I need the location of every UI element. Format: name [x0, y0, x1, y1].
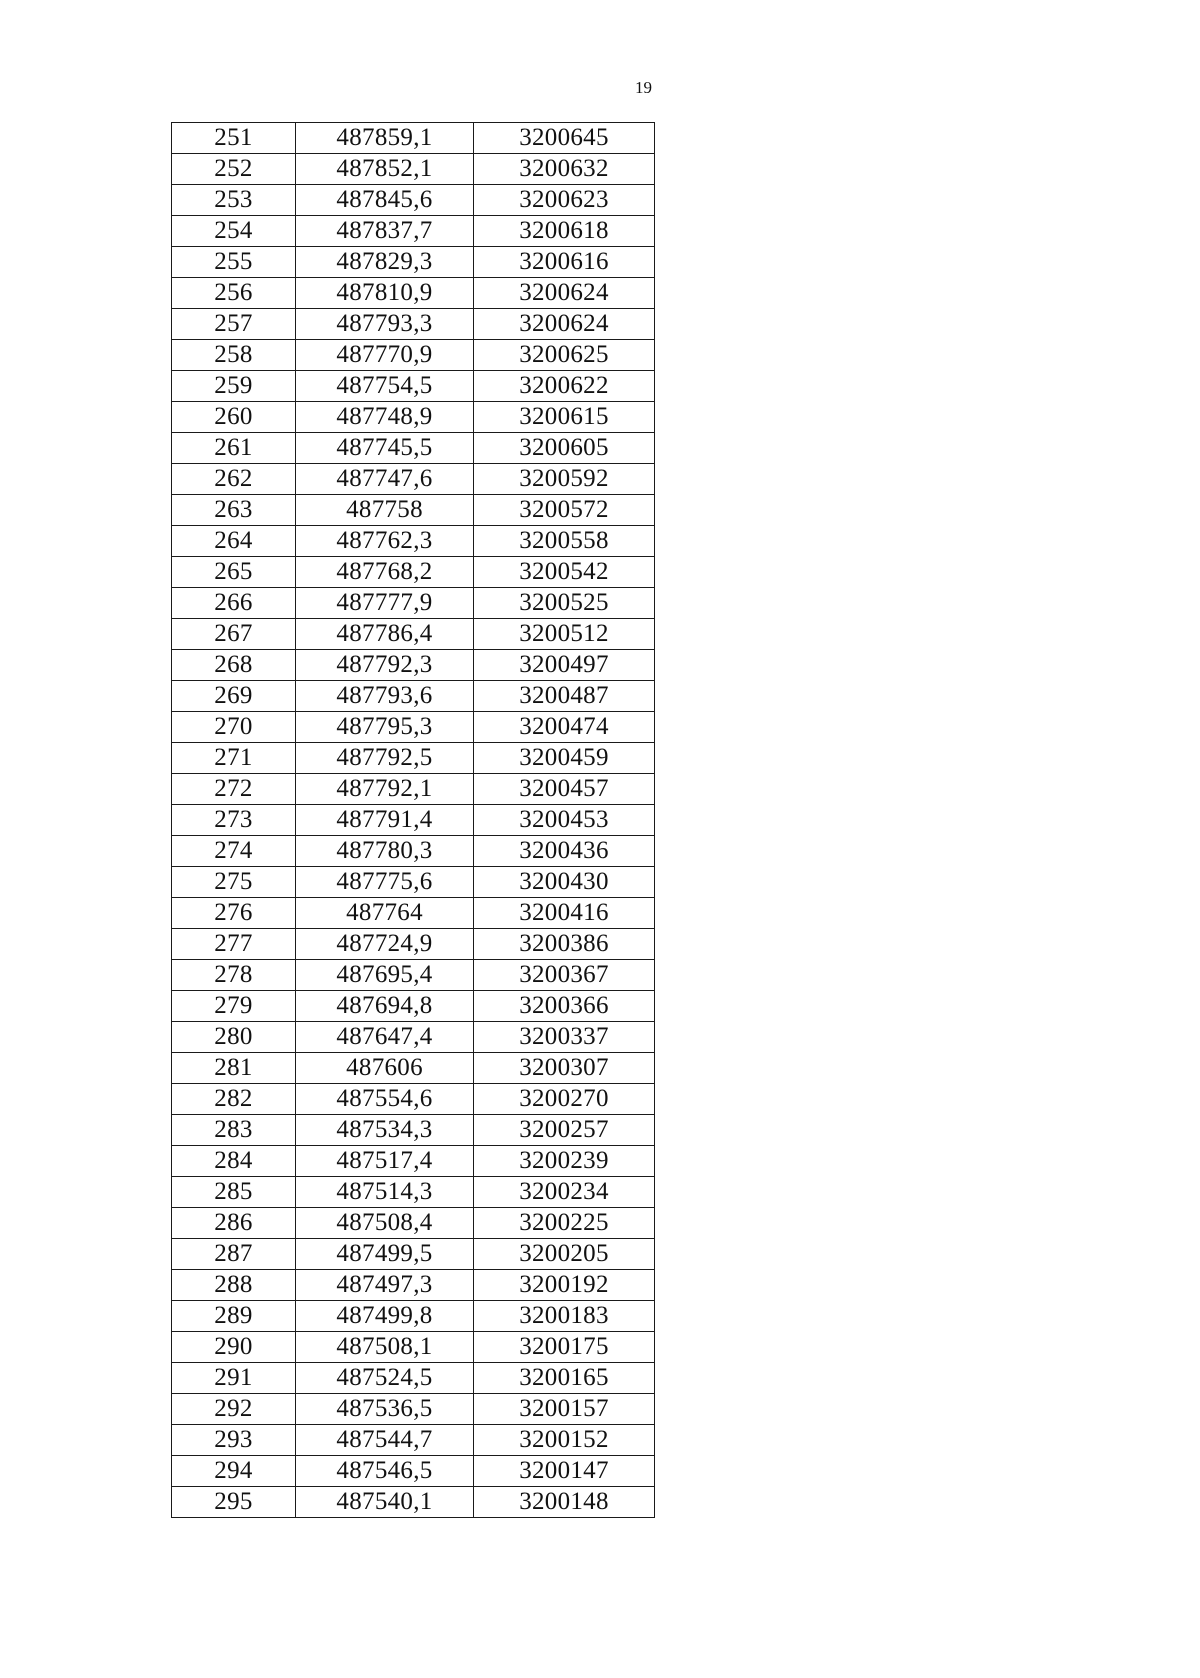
- table-row: [172, 371, 655, 402]
- table-row: [172, 1363, 655, 1394]
- x-coordinate-cell: 487845,6: [296, 185, 474, 216]
- point-number-cell: 258: [172, 340, 296, 371]
- x-coordinate-cell: 487745,5: [296, 433, 474, 464]
- y-coordinate-cell: 3200572: [474, 495, 655, 526]
- point-number-cell: 292: [172, 1394, 296, 1425]
- x-coordinate-cell: 487852,1: [296, 154, 474, 185]
- y-coordinate-cell: 3200234: [474, 1177, 655, 1208]
- table-row: [172, 929, 655, 960]
- table-row: [172, 805, 655, 836]
- x-coordinate-cell: 487793,6: [296, 681, 474, 712]
- point-number-cell: 280: [172, 1022, 296, 1053]
- x-coordinate-cell: 487546,5: [296, 1456, 474, 1487]
- table-row: [172, 619, 655, 650]
- point-number-cell: 265: [172, 557, 296, 588]
- point-number-cell: 261: [172, 433, 296, 464]
- y-coordinate-cell: 3200366: [474, 991, 655, 1022]
- y-coordinate-cell: 3200337: [474, 1022, 655, 1053]
- y-coordinate-cell: 3200430: [474, 867, 655, 898]
- table-row: [172, 340, 655, 371]
- point-number-cell: 276: [172, 898, 296, 929]
- point-number-cell: 275: [172, 867, 296, 898]
- table-row: [172, 1177, 655, 1208]
- x-coordinate-cell: 487517,4: [296, 1146, 474, 1177]
- table-row: [172, 1022, 655, 1053]
- y-coordinate-cell: 3200239: [474, 1146, 655, 1177]
- x-coordinate-cell: 487748,9: [296, 402, 474, 433]
- x-coordinate-cell: 487795,3: [296, 712, 474, 743]
- table-row: [172, 1270, 655, 1301]
- table-row: [172, 1146, 655, 1177]
- y-coordinate-cell: 3200175: [474, 1332, 655, 1363]
- point-number-cell: 294: [172, 1456, 296, 1487]
- point-number-cell: 281: [172, 1053, 296, 1084]
- x-coordinate-cell: 487791,4: [296, 805, 474, 836]
- table-row: [172, 154, 655, 185]
- y-coordinate-cell: 3200542: [474, 557, 655, 588]
- table-row: [172, 1208, 655, 1239]
- point-number-cell: 260: [172, 402, 296, 433]
- page-number: 19: [635, 78, 652, 97]
- point-number-cell: 287: [172, 1239, 296, 1270]
- y-coordinate-cell: 3200618: [474, 216, 655, 247]
- y-coordinate-cell: 3200616: [474, 247, 655, 278]
- y-coordinate-cell: 3200625: [474, 340, 655, 371]
- point-number-cell: 268: [172, 650, 296, 681]
- table-row: [172, 1487, 655, 1518]
- x-coordinate-cell: 487695,4: [296, 960, 474, 991]
- y-coordinate-cell: 3200558: [474, 526, 655, 557]
- x-coordinate-cell: 487780,3: [296, 836, 474, 867]
- point-number-cell: 282: [172, 1084, 296, 1115]
- x-coordinate-cell: 487508,1: [296, 1332, 474, 1363]
- table-row: [172, 433, 655, 464]
- table-row: [172, 712, 655, 743]
- table-row: [172, 681, 655, 712]
- x-coordinate-cell: 487540,1: [296, 1487, 474, 1518]
- point-number-cell: 272: [172, 774, 296, 805]
- table-row: [172, 836, 655, 867]
- point-number-cell: 283: [172, 1115, 296, 1146]
- x-coordinate-cell: 487775,6: [296, 867, 474, 898]
- table-row: [172, 1332, 655, 1363]
- table-row: [172, 650, 655, 681]
- table-row: [172, 247, 655, 278]
- point-number-cell: 285: [172, 1177, 296, 1208]
- table-row: [172, 216, 655, 247]
- y-coordinate-cell: 3200605: [474, 433, 655, 464]
- y-coordinate-cell: 3200148: [474, 1487, 655, 1518]
- y-coordinate-cell: 3200307: [474, 1053, 655, 1084]
- x-coordinate-cell: 487554,6: [296, 1084, 474, 1115]
- x-coordinate-cell: 487792,3: [296, 650, 474, 681]
- x-coordinate-cell: 487762,3: [296, 526, 474, 557]
- x-coordinate-cell: 487810,9: [296, 278, 474, 309]
- point-number-cell: 255: [172, 247, 296, 278]
- point-number-cell: 278: [172, 960, 296, 991]
- table-row: [172, 588, 655, 619]
- point-number-cell: 279: [172, 991, 296, 1022]
- y-coordinate-cell: 3200525: [474, 588, 655, 619]
- x-coordinate-cell: 487647,4: [296, 1022, 474, 1053]
- y-coordinate-cell: 3200457: [474, 774, 655, 805]
- y-coordinate-cell: 3200624: [474, 309, 655, 340]
- x-coordinate-cell: 487859,1: [296, 123, 474, 154]
- y-coordinate-cell: 3200205: [474, 1239, 655, 1270]
- table-row: [172, 898, 655, 929]
- point-number-cell: 267: [172, 619, 296, 650]
- point-number-cell: 254: [172, 216, 296, 247]
- y-coordinate-cell: 3200225: [474, 1208, 655, 1239]
- y-coordinate-cell: 3200152: [474, 1425, 655, 1456]
- table-row: [172, 278, 655, 309]
- table-row: [172, 495, 655, 526]
- y-coordinate-cell: 3200192: [474, 1270, 655, 1301]
- x-coordinate-cell: 487524,5: [296, 1363, 474, 1394]
- x-coordinate-cell: 487694,8: [296, 991, 474, 1022]
- point-number-cell: 252: [172, 154, 296, 185]
- point-number-cell: 273: [172, 805, 296, 836]
- point-number-cell: 291: [172, 1363, 296, 1394]
- y-coordinate-cell: 3200622: [474, 371, 655, 402]
- y-coordinate-cell: 3200474: [474, 712, 655, 743]
- point-number-cell: 286: [172, 1208, 296, 1239]
- y-coordinate-cell: 3200416: [474, 898, 655, 929]
- x-coordinate-cell: 487497,3: [296, 1270, 474, 1301]
- x-coordinate-cell: 487724,9: [296, 929, 474, 960]
- point-number-cell: 293: [172, 1425, 296, 1456]
- point-number-cell: 263: [172, 495, 296, 526]
- y-coordinate-cell: 3200487: [474, 681, 655, 712]
- x-coordinate-cell: 487792,1: [296, 774, 474, 805]
- point-number-cell: 253: [172, 185, 296, 216]
- x-coordinate-cell: 487754,5: [296, 371, 474, 402]
- x-coordinate-cell: 487786,4: [296, 619, 474, 650]
- x-coordinate-cell: 487793,3: [296, 309, 474, 340]
- y-coordinate-cell: 3200512: [474, 619, 655, 650]
- table-row: [172, 185, 655, 216]
- point-number-cell: 289: [172, 1301, 296, 1332]
- point-number-cell: 270: [172, 712, 296, 743]
- y-coordinate-cell: 3200592: [474, 464, 655, 495]
- table-row: [172, 464, 655, 495]
- y-coordinate-cell: 3200632: [474, 154, 655, 185]
- table-row: [172, 867, 655, 898]
- point-number-cell: 264: [172, 526, 296, 557]
- x-coordinate-cell: 487764: [296, 898, 474, 929]
- point-number-cell: 251: [172, 123, 296, 154]
- table-row: [172, 1301, 655, 1332]
- x-coordinate-cell: 487499,8: [296, 1301, 474, 1332]
- x-coordinate-cell: 487747,6: [296, 464, 474, 495]
- table-row: [172, 402, 655, 433]
- x-coordinate-cell: 487777,9: [296, 588, 474, 619]
- y-coordinate-cell: 3200453: [474, 805, 655, 836]
- table-row: [172, 1115, 655, 1146]
- y-coordinate-cell: 3200623: [474, 185, 655, 216]
- point-number-cell: 262: [172, 464, 296, 495]
- table-row: [172, 526, 655, 557]
- point-number-cell: 266: [172, 588, 296, 619]
- y-coordinate-cell: 3200645: [474, 123, 655, 154]
- table-row: [172, 1239, 655, 1270]
- x-coordinate-cell: 487829,3: [296, 247, 474, 278]
- y-coordinate-cell: 3200165: [474, 1363, 655, 1394]
- y-coordinate-cell: 3200257: [474, 1115, 655, 1146]
- y-coordinate-cell: 3200615: [474, 402, 655, 433]
- x-coordinate-cell: 487770,9: [296, 340, 474, 371]
- table-row: [172, 1456, 655, 1487]
- y-coordinate-cell: 3200459: [474, 743, 655, 774]
- point-number-cell: 271: [172, 743, 296, 774]
- table-row: [172, 991, 655, 1022]
- table-row: [172, 774, 655, 805]
- point-number-cell: 274: [172, 836, 296, 867]
- point-number-cell: 284: [172, 1146, 296, 1177]
- x-coordinate-cell: 487508,4: [296, 1208, 474, 1239]
- table-row: [172, 1053, 655, 1084]
- table-row: [172, 123, 655, 154]
- y-coordinate-cell: 3200183: [474, 1301, 655, 1332]
- x-coordinate-cell: 487792,5: [296, 743, 474, 774]
- y-coordinate-cell: 3200270: [474, 1084, 655, 1115]
- y-coordinate-cell: 3200624: [474, 278, 655, 309]
- x-coordinate-cell: 487837,7: [296, 216, 474, 247]
- x-coordinate-cell: 487499,5: [296, 1239, 474, 1270]
- x-coordinate-cell: 487536,5: [296, 1394, 474, 1425]
- y-coordinate-cell: 3200147: [474, 1456, 655, 1487]
- x-coordinate-cell: 487514,3: [296, 1177, 474, 1208]
- x-coordinate-cell: 487606: [296, 1053, 474, 1084]
- point-number-cell: 290: [172, 1332, 296, 1363]
- x-coordinate-cell: 487768,2: [296, 557, 474, 588]
- y-coordinate-cell: 3200497: [474, 650, 655, 681]
- table-row: [172, 309, 655, 340]
- point-number-cell: 288: [172, 1270, 296, 1301]
- x-coordinate-cell: 487534,3: [296, 1115, 474, 1146]
- point-number-cell: 257: [172, 309, 296, 340]
- point-number-cell: 256: [172, 278, 296, 309]
- table-row: [172, 557, 655, 588]
- table-row: [172, 1425, 655, 1456]
- y-coordinate-cell: 3200367: [474, 960, 655, 991]
- table-row: [172, 1084, 655, 1115]
- point-number-cell: 295: [172, 1487, 296, 1518]
- point-number-cell: 259: [172, 371, 296, 402]
- y-coordinate-cell: 3200436: [474, 836, 655, 867]
- table-row: [172, 743, 655, 774]
- coordinates-table-body: [172, 123, 655, 1518]
- table-row: [172, 960, 655, 991]
- x-coordinate-cell: 487758: [296, 495, 474, 526]
- point-number-cell: 277: [172, 929, 296, 960]
- y-coordinate-cell: 3200157: [474, 1394, 655, 1425]
- point-number-cell: 269: [172, 681, 296, 712]
- coordinates-table: [171, 122, 655, 1518]
- x-coordinate-cell: 487544,7: [296, 1425, 474, 1456]
- y-coordinate-cell: 3200386: [474, 929, 655, 960]
- table-row: [172, 1394, 655, 1425]
